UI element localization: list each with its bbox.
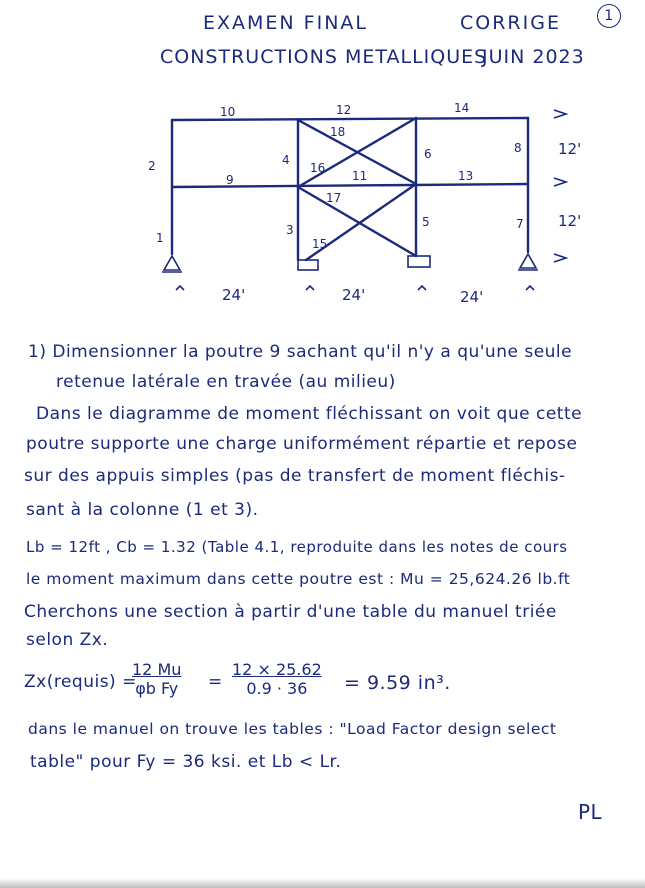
member-label-3: 3 — [286, 223, 294, 237]
span-dim-1: 24' — [222, 286, 246, 304]
member-label-17: 17 — [326, 191, 342, 205]
member-label-4: 4 — [282, 153, 290, 167]
span-dim-2: 24' — [342, 286, 366, 304]
paragraph-3-line-1: dans le manuel on trouve les tables : "Load Factor design select — [28, 720, 557, 738]
course-title: CONSTRUCTIONS METALLIQUES — [160, 46, 488, 68]
equation-fraction-2 — [230, 660, 324, 698]
exam-date: JUIN 2023 — [482, 46, 585, 68]
member-label-12: 12 — [336, 103, 352, 117]
fraction-2-denominator: 0.9 · 36 — [246, 679, 308, 698]
page-number-badge: 1 — [597, 4, 621, 28]
question-1-line-1: 1) Dimensionner la poutre 9 sachant qu'il n'y a qu'une seule — [28, 342, 573, 362]
paragraph-3-line-2: table" pour Fy = 36 ksi. et Lb < Lr. — [30, 752, 342, 772]
signature-initials: PL — [578, 800, 603, 824]
member-label-16: 16 — [310, 161, 326, 175]
paragraph-1-line-4: sant à la colonne (1 et 3). — [26, 500, 259, 520]
equation-fraction-1 — [130, 660, 183, 698]
scan-bottom-edge — [0, 878, 645, 888]
member-label-11: 11 — [352, 169, 368, 183]
member-label-1: 1 — [156, 231, 164, 245]
level-mark-bot — [554, 254, 566, 262]
member-label-7: 7 — [516, 217, 524, 231]
member-label-18: 18 — [330, 125, 346, 139]
exam-title: EXAMEN FINAL — [203, 12, 368, 34]
pin-support-left — [164, 256, 180, 270]
paragraph-2-line-3: Cherchons une section à partir d'une table du manuel triée — [24, 602, 557, 622]
fraction-1-denominator: φb Fy — [135, 679, 179, 698]
span-dim-3: 24' — [460, 288, 484, 306]
span-mark-3 — [418, 286, 426, 290]
paragraph-1-line-3: sur des appuis simples (pas de transfert de moment fléchis- — [24, 466, 566, 486]
span-mark-4 — [526, 286, 534, 290]
story-height-lower: 12' — [558, 212, 582, 230]
member-label-2: 2 — [148, 159, 156, 173]
frame-diagram — [120, 92, 640, 312]
member-label-13: 13 — [458, 169, 474, 183]
support-center-left — [298, 260, 318, 270]
equation-equals: = — [208, 672, 223, 692]
member-label-15: 15 — [312, 237, 328, 251]
paragraph-1-line-1: Dans le diagramme de moment fléchissant on voit que cette — [36, 404, 583, 424]
paragraph-1-line-2: poutre supporte une charge uniformément répartie et repose — [26, 434, 578, 454]
span-mark-1 — [176, 286, 184, 290]
level-mark-top — [554, 110, 566, 118]
fraction-1-numerator: 12 Mu — [132, 660, 182, 679]
paragraph-2-line-4: selon Zx. — [26, 630, 109, 650]
story-height-upper: 12' — [558, 140, 582, 158]
member-label-10: 10 — [220, 105, 236, 119]
question-1-line-2: retenue latérale en travée (au milieu) — [56, 372, 396, 392]
member-label-5: 5 — [422, 215, 430, 229]
member-label-6: 6 — [424, 147, 432, 161]
paragraph-2-line-2: le moment maximum dans cette poutre est : Mu = 25,624.26 lb.ft — [26, 570, 571, 588]
span-mark-2 — [306, 286, 314, 290]
level-mark-mid — [554, 178, 566, 186]
member-label-9: 9 — [226, 173, 234, 187]
paragraph-2-line-1: Lb = 12ft , Cb = 1.32 (Table 4.1, reproduite dans les notes de cours — [26, 538, 568, 556]
equation-lhs: Zx(requis) = — [24, 672, 137, 692]
pin-support-right — [520, 254, 536, 268]
corrige-label: CORRIGE — [460, 12, 561, 34]
equation-result: = 9.59 in³. — [344, 672, 451, 694]
member-label-14: 14 — [454, 101, 470, 115]
member-label-8: 8 — [514, 141, 522, 155]
support-center-right — [408, 256, 430, 267]
fraction-2-numerator: 12 × 25.62 — [232, 660, 322, 679]
